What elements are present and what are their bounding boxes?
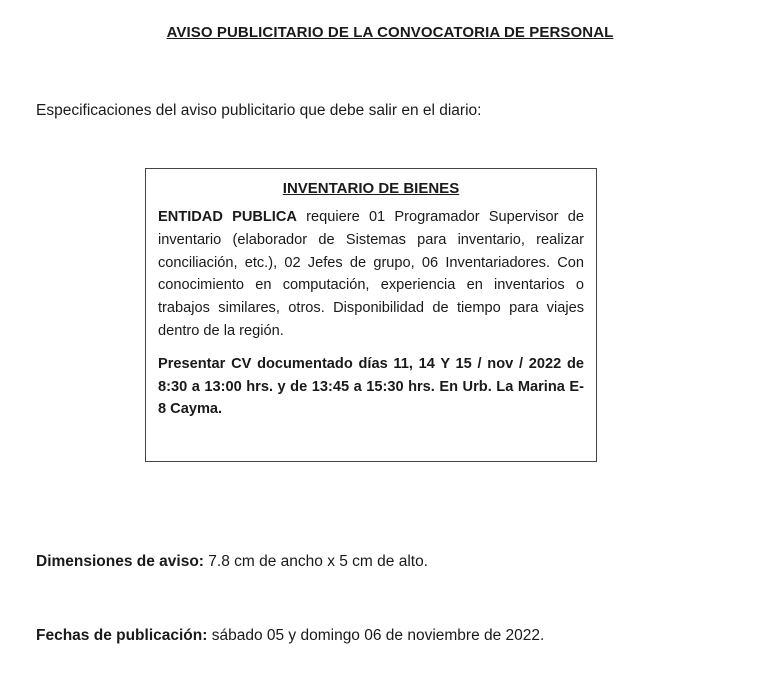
ad-body [158, 206, 584, 343]
ad-entity: ENTIDAD PUBLICA [158, 209, 297, 225]
publication-dates-line [36, 627, 544, 645]
publication-dates-label: Fechas de publicación: [36, 627, 208, 644]
ad-heading: INVENTARIO DE BIENES [282, 180, 460, 197]
document-title: AVISO PUBLICITARIO DE LA CONVOCATORIA DE PERSONAL [166, 24, 614, 41]
dimensions-line [36, 553, 428, 571]
ad-box [145, 168, 597, 462]
dimensions-label: Dimensiones de aviso: [36, 553, 204, 570]
publication-dates-value: sábado 05 y domingo 06 de noviembre de 2022. [207, 627, 545, 644]
ad-body-text: requiere 01 Programador Supervisor de inventario (elaborador de Sistemas para inventario, realizar conciliación, etc.), 02 Jefes de grupo, 06 Inventariadores. Con conocimiento en computación, experiencia en inventarios o trabajos similares, otros. Disponibilidad de tiempo para viajes dentro de la región. [158, 209, 584, 339]
ad-presentation: Presentar CV documentado días 11, 14 Y 15 / nov / 2022 de 8:30 a 13:00 hrs. y de 13:45 a 15:30 hrs. En Urb. La Marina E-8 Cayma. [158, 355, 584, 418]
intro-text: Especificaciones del aviso publicitario que debe salir en el diario: [36, 102, 482, 119]
dimensions-value: 7.8 cm de ancho x 5 cm de alto. [203, 553, 428, 570]
